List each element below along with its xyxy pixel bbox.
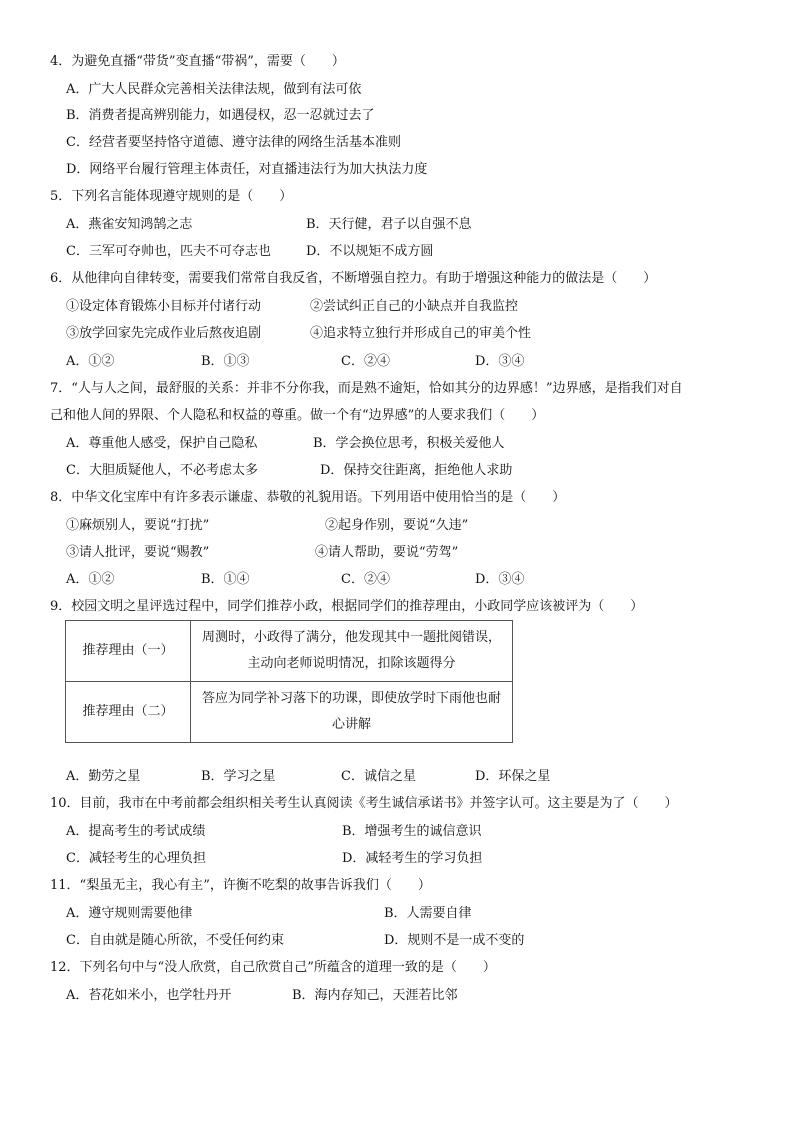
question-7-option-d[interactable]: D．保持交往距离，拒绝他人求助	[320, 463, 513, 478]
question-11-option-a[interactable]: A．遵守规则需要他律	[66, 906, 193, 921]
question-10-option-d[interactable]: D．减轻考生的学习负担	[342, 851, 483, 866]
table-row	[66, 621, 513, 682]
question-9-option-b[interactable]: B．学习之星	[201, 769, 276, 784]
table-row-label: 推荐理由（一）	[66, 621, 191, 682]
question-10-option-a[interactable]: A．提高考生的考试成绩	[66, 824, 206, 839]
question-12-option-a[interactable]: A．苔花如米小，也学牡丹开	[66, 988, 232, 1003]
question-6-option-b[interactable]: B．①③	[201, 354, 250, 369]
question-5-stem: 5．下列名言能体现遵守规则的是（ ）	[50, 189, 293, 204]
question-6-item-3: ③放学回家先完成作业后熬夜追剧	[66, 326, 262, 341]
question-7-stem: 7．“人与人之间，最舒服的关系：并非不分你我，而是熟不逾矩，恰如其分的边界感！”边界感，是指我们对自	[50, 381, 683, 396]
question-10-option-b[interactable]: B．增强考生的诚信意识	[342, 824, 482, 839]
question-4-option-b[interactable]: B．消费者提高辨别能力，如遇侵权，忍一忍就过去了	[66, 108, 375, 123]
question-12-stem: 12．下列名句中与“没人欣赏，自己欣赏自己”所蕴含的道理一致的是（ ）	[50, 960, 496, 975]
table-row-text-line: 周测时，小政得了满分，他发现其中一题批阅错误，	[201, 630, 501, 645]
question-4-stem: 4．为避免直播“带货”变直播“带祸”，需要（ ）	[50, 54, 345, 69]
question-6-item-1: ①设定体育锻炼小目标并付诸行动	[66, 299, 262, 314]
question-6-option-c[interactable]: C．②④	[341, 354, 390, 369]
question-5-option-d[interactable]: D．不以规矩不成方圆	[306, 244, 434, 259]
question-6-option-a[interactable]: A．①②	[66, 354, 115, 369]
question-11-stem: 11．“梨虽无主，我心有主”，许衡不吃梨的故事告诉我们（ ）	[50, 878, 431, 893]
question-4-option-c[interactable]: C．经营者要坚持恪守道德、遵守法律的网络生活基本准则	[66, 135, 401, 150]
question-8-item-3: ③请人批评，要说“赐教”	[66, 545, 210, 560]
question-11-option-c[interactable]: C．自由就是随心所欲，不受任何约束	[66, 933, 284, 948]
question-8-item-2: ②起身作别，要说“久违”	[325, 518, 469, 533]
question-8-option-a[interactable]: A．①②	[66, 572, 115, 587]
question-5-option-b[interactable]: B．天行健，君子以自强不息	[306, 217, 472, 232]
table-row-text	[191, 682, 513, 743]
question-5-option-a[interactable]: A．燕雀安知鸿鹄之志	[66, 217, 193, 232]
table-row-label: 推荐理由（二）	[66, 682, 191, 743]
question-6-option-d[interactable]: D．③④	[475, 354, 525, 369]
question-8-option-b[interactable]: B．①④	[201, 572, 250, 587]
recommendation-table	[65, 620, 513, 743]
table-row-text-line: 心讲解	[331, 717, 371, 732]
question-9-stem: 9．校园文明之星评选过程中，同学们推荐小政，根据同学们的推荐理由，小政同学应该被评为（ ）	[50, 599, 644, 614]
question-12-option-b[interactable]: B．海内存知己，天涯若比邻	[292, 988, 458, 1003]
question-11-option-d[interactable]: D．规则不是一成不变的	[384, 933, 525, 948]
question-7-option-b[interactable]: B．学会换位思考，积极关爱他人	[313, 436, 505, 451]
question-6-item-2: ②尝试纠正自己的小缺点并自我监控	[310, 299, 519, 314]
question-7-option-c[interactable]: C．大胆质疑他人，不必考虑太多	[66, 463, 258, 478]
question-4-option-a[interactable]: A．广大人民群众完善相关法律法规，做到有法可依	[66, 82, 362, 97]
question-7-option-a[interactable]: A．尊重他人感受，保护自己隐私	[66, 436, 258, 451]
question-10-stem: 10．目前，我市在中考前都会组织相关考生认真阅读《考生诚信承诺书》并签字认可。这主要是为了（ ）	[50, 796, 678, 811]
question-6-item-4: ④追求特立独行并形成自己的审美个性	[310, 326, 532, 341]
question-4-option-d[interactable]: D．网络平台履行管理主体责任，对直播违法行为加大执法力度	[66, 162, 428, 177]
question-6-stem: 6．从他律向自律转变，需要我们常常自我反省，不断增强自控力。有助于增强这种能力的做法是（ ）	[50, 271, 657, 286]
question-9-option-d[interactable]: D．环保之星	[475, 769, 551, 784]
question-8-stem: 8．中华文化宝库中有许多表示谦虚、恭敬的礼貌用语。下列用语中使用恰当的是（ ）	[50, 490, 566, 505]
table-row-text	[191, 621, 513, 682]
question-8-option-c[interactable]: C．②④	[341, 572, 390, 587]
question-9-option-a[interactable]: A．勤劳之星	[66, 769, 141, 784]
question-8-item-1: ①麻烦别人，要说“打扰”	[66, 518, 210, 533]
question-9-option-c[interactable]: C．诚信之星	[341, 769, 416, 784]
question-10-option-c[interactable]: C．减轻考生的心理负担	[66, 851, 206, 866]
table-row-text-line: 主动向老师说明情况，扣除该题得分	[247, 656, 456, 671]
question-8-item-4: ④请人帮助，要说“劳驾”	[315, 545, 459, 560]
table-row-text-line: 答应为同学补习落下的功课，即使放学时下雨他也耐	[201, 691, 501, 706]
question-7-stem-continued: 己和他人间的界限、个人隐私和权益的尊重。做一个有“边界感”的人要求我们（ ）	[50, 408, 545, 423]
table-row	[66, 682, 513, 743]
question-5-option-c[interactable]: C．三军可夺帅也，匹夫不可夺志也	[66, 244, 271, 259]
question-8-option-d[interactable]: D．③④	[475, 572, 525, 587]
question-11-option-b[interactable]: B．人需要自律	[384, 906, 472, 921]
